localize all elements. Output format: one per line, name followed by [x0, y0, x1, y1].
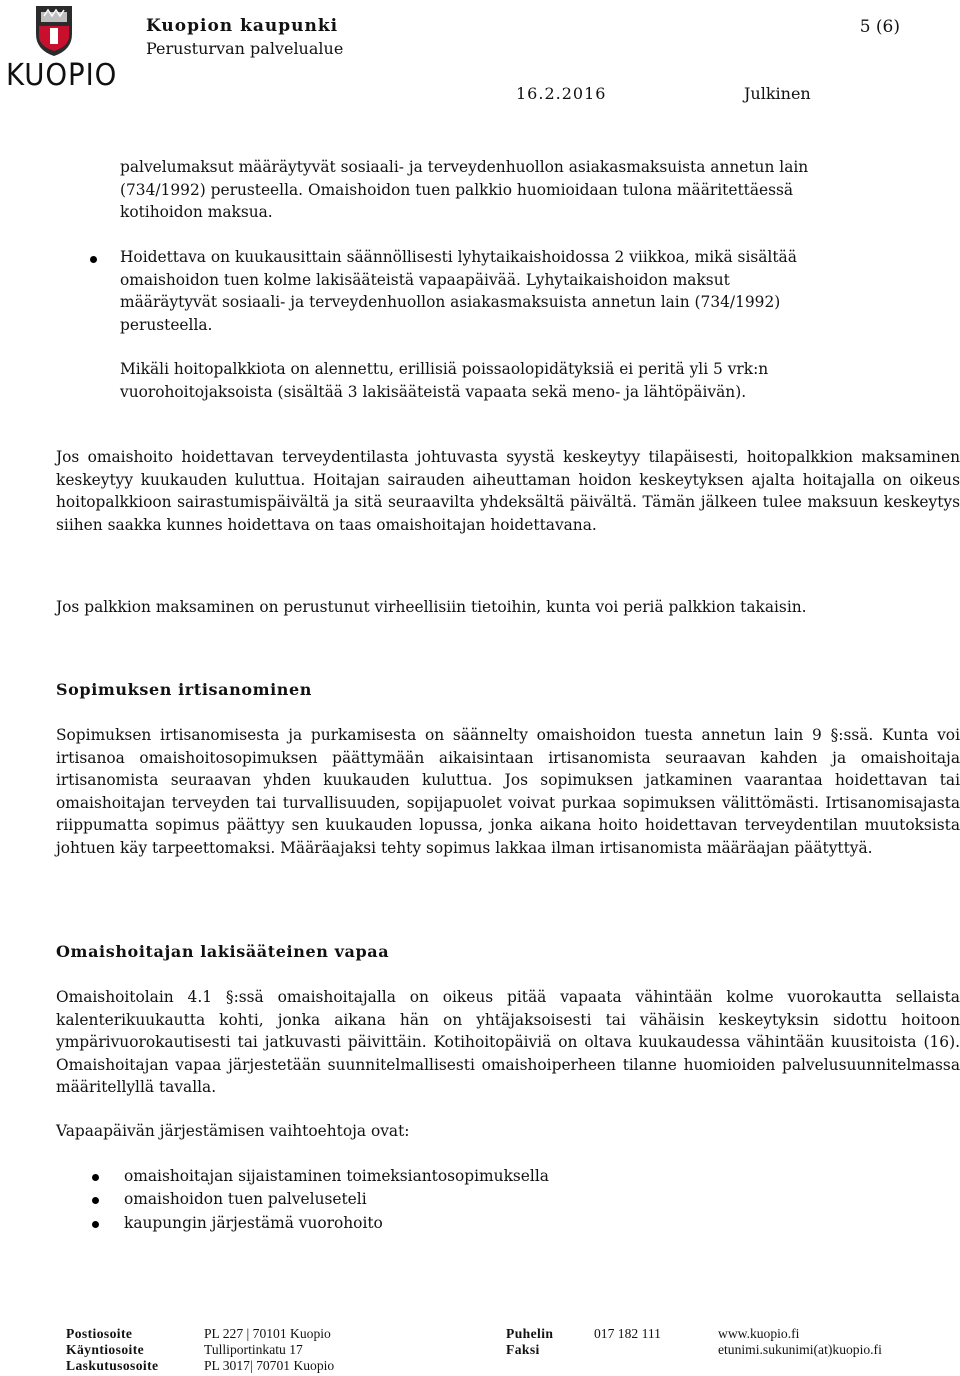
- heading-statutory-leave: Omaishoitajan lakisääteinen vapaa: [56, 942, 390, 961]
- footer-contact-col: [718, 1326, 882, 1358]
- footer-postal-label: Postiosoite: [66, 1326, 133, 1341]
- organization-unit: Perusturvan palvelualue: [146, 39, 344, 58]
- footer-email-link[interactable]: etunimi.sukunimi(at)kuopio.fi: [718, 1342, 882, 1357]
- page-number: 5 (6): [859, 17, 900, 37]
- paragraph-statutory-leave: Omaishoitolain 4.1 §:ssä omaishoitajalla on oikeus pitää vapaata vähintään kolme vuorokautta sellaista kalenterikuukautta kohti, jonka aikana hän on yhtäjaksoisesti tai vähäisin keskeytyksin sidottu hoitoon ympärivuorokautisesti tai jatkuvasti päivittäin. Kotihoitopäiviä on oltava kuukaudessa vähintään kuusitoista (16). Omaishoitajan vapaa järjestetään suunnitelmallisesti omaishoiperheen tilanne huomioiden palvelusuunnitelmassa määritellyllä tavalla.: [56, 988, 960, 1096]
- bullet-icon: [92, 1221, 99, 1228]
- paragraph-interruption: Jos omaishoito hoidettavan terveydentilasta johtuvasta syystä keskeytyy tilapäisesti, hoitopalkkion maksaminen keskeytyy kuukauden kuluttua. Hoitajan sairauden aiheuttaman hoidon keskeytyksen ajalta hoitajalla on oikeus hoitopalkkioon sairastumispäivältä ja sitä seuraavilta yhdeksältä päivältä. Tämän jälkeen tulee maksuun keskeytys siihen saakka kunnes hoidettava on taas omaishoitajan hoidettavana.: [56, 448, 960, 534]
- document-date: 16.2.2016: [516, 84, 607, 103]
- logo-text: KUOPIO: [6, 58, 118, 93]
- footer-billing-label: Laskutusosoite: [66, 1358, 159, 1373]
- bullet-icon: [90, 256, 97, 263]
- footer-phone-value: 017 182 111: [594, 1326, 661, 1341]
- heading-termination: Sopimuksen irtisanominen: [56, 680, 313, 699]
- footer-values-left: [204, 1326, 334, 1374]
- footer-phone-label: Puhelin: [506, 1326, 554, 1341]
- footer-postal-value: PL 227 | 70101 Kuopio: [204, 1326, 331, 1341]
- document-classification: Julkinen: [744, 84, 811, 103]
- bullet-icon: [92, 1197, 99, 1204]
- bullet-icon: [92, 1174, 99, 1181]
- option-item: omaishoitajan sijaistaminen toimeksiantosopimuksella: [124, 1167, 549, 1185]
- footer-labels-left: [66, 1326, 158, 1374]
- footer-visit-label: Käyntiosoite: [66, 1342, 145, 1357]
- paragraph-continuation: palvelumaksut määräytyvät sosiaali- ja terveydenhuollon asiakasmaksuista annetun lain (734/1992) perusteella. Omaishoidon tuen palkkio huomioidaan tulona määritettäessä kotihoidon maksua.: [120, 158, 809, 221]
- option-item: omaishoidon tuen palveluseteli: [124, 1190, 367, 1208]
- footer-visit-value: Tulliportinkatu 17: [204, 1342, 303, 1357]
- organization-name: Kuopion kaupunki: [146, 16, 339, 36]
- paragraph-termination: Sopimuksen irtisanomisesta ja purkamisesta on säännelty omaishoidon tuesta annetun lain 9 §:ssä. Kunta voi irtisanoa omaishoitosopimuksen päättymään aikaisintaan irtisanomista seuraavan kahden ja omaishoitaja irtisanomista seuraavan yhden kuukauden kuluttua. Jos sopimuksen jatkaminen vaarantaa hoidettavan tai omaishoitajan terveyden tai turvallisuuden, sopijapuolet voivat purkaa sopimuksen välittömästi. Irtisanomisajasta riippumatta sopimus päättyy sen kuukauden lopussa, jonka aikana hoito hoidettavan terveydentilan muutoksista johtuen käy tarpeettomaksi. Määräajaksi tehty sopimus lakkaa ilman irtisanomista määräajan päätyttyä.: [56, 726, 960, 857]
- option-item: kaupungin järjestämä vuorohoito: [124, 1214, 383, 1232]
- paragraph-options-intro: Vapaapäivän järjestämisen vaihtoehtoja ovat:: [56, 1122, 410, 1140]
- bullet-short-term-care: Hoidettava on kuukausittain säännöllisesti lyhytaikaishoidossa 2 viikkoa, mikä sisältää omaishoidon tuen kolme lakisääteistä vapaapäivää. Lyhytaikaishoidon maksut määräytyvät sosiaali- ja terveydenhuollon asiakasmaksuista annetun lain (734/1992) perusteella.: [120, 248, 797, 334]
- footer-billing-value: PL 3017| 70701 Kuopio: [204, 1358, 335, 1373]
- footer-fax-label: Faksi: [506, 1342, 540, 1357]
- footer-web-link[interactable]: www.kuopio.fi: [718, 1326, 800, 1341]
- paragraph-reclaim: Jos palkkion maksaminen on perustunut virheellisiin tietoihin, kunta voi periä palkkion takaisin.: [56, 598, 807, 616]
- footer-labels-right: [506, 1326, 553, 1358]
- paragraph-reduced-fee: Mikäli hoitopalkkiota on alennettu, erillisiä poissaolopidätyksiä ei peritä yli 5 vrk:n vuorohoitojaksoista (sisältää 3 lakisääteistä vapaata sekä meno- ja lähtöpäivän).: [120, 360, 769, 401]
- footer-phone-value-col: [594, 1326, 661, 1342]
